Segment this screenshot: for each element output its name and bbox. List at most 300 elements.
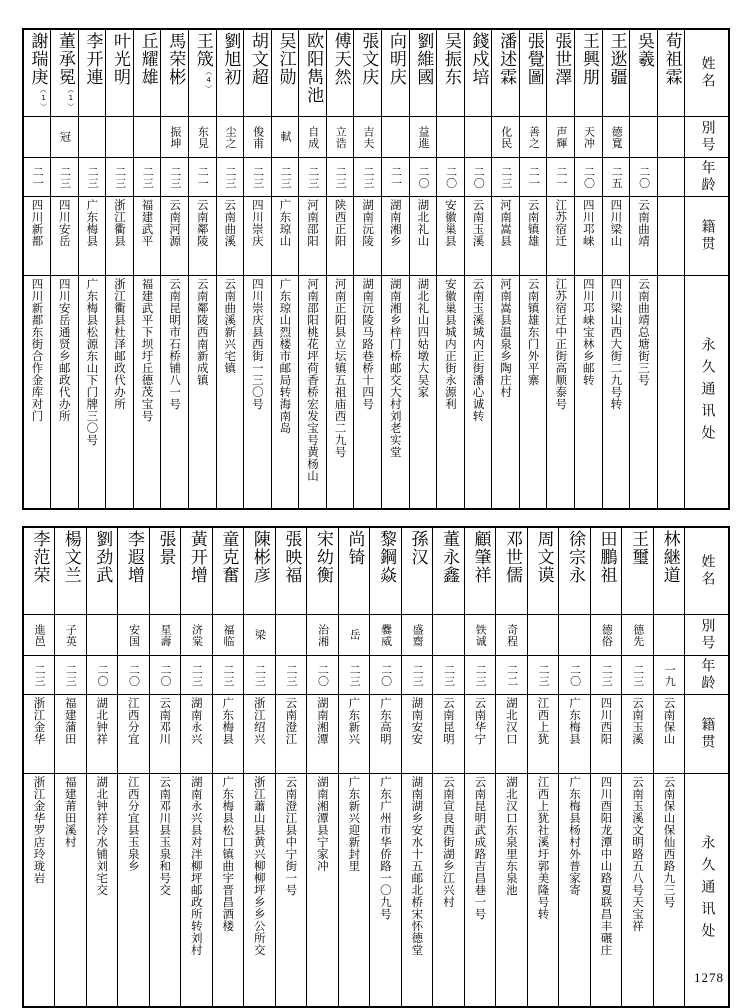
name-text: 胡文超 [247,32,268,86]
cell-origin-bottom-16 [527,695,559,774]
cell-name-top-9 [271,29,299,117]
name-text: 錢戍培 [468,32,489,86]
name-text: 劉維國 [413,32,434,86]
address-text: 福建莆田溪村 [63,776,78,848]
alias-text: 自成 [306,125,320,149]
header-label-alias: 別号 [699,618,716,652]
name-text: 劉旭初 [220,32,241,86]
cell-address-top-20 [575,276,603,510]
cell-age-bottom-5 [181,656,213,695]
origin-text: 江西分宜 [126,697,141,745]
cell-age-top-23 [657,158,685,197]
cell-age-top-7 [216,158,244,197]
cell-origin-bottom-12 [401,695,433,774]
cell-name-bottom-13 [433,527,465,615]
address-text: 云南玉溪文明路五八号天宝祥 [630,776,645,932]
address-text: 四川酉阳龙潭中山路夏联昌丰碾庄 [599,776,614,956]
cell-address-top-10 [299,276,327,510]
origin-text: 河南嵩县 [499,199,514,247]
cell-alias-top-13 [382,117,410,158]
cell-age-top-13 [382,158,410,197]
header-label-address: 永久通讯处 [699,835,716,945]
cell-origin-top-1 [51,197,79,276]
cell-address-top-19 [547,276,575,510]
address-text: 湖北钟祥冷水铺刘宅交 [95,776,110,896]
age-text: 二一 [554,165,568,189]
cell-address-bottom-18 [590,774,622,1008]
age-text: 二〇 [582,165,596,189]
origin-text: 广东琼山 [278,199,293,247]
cell-address-top-2 [78,276,106,510]
cell-address-top-4 [133,276,161,510]
cell-name-bottom-7 [244,527,276,615]
name-text: 李范荣 [29,530,50,584]
cell-origin-top-10 [299,197,327,276]
cell-age-top-19 [547,158,575,197]
cell-age-bottom-6 [212,656,244,695]
cell-alias-bottom-3 [118,615,150,656]
cell-name-top-16 [464,29,492,117]
cell-age-bottom-18 [590,656,622,695]
cell-alias-top-2 [78,117,106,158]
origin-text: 四川新都 [30,199,45,247]
cell-address-top-23 [657,276,685,510]
age-text: 二三 [631,663,645,687]
alias-text: 铁诚 [474,623,488,647]
origin-text: 四川邛崃 [581,199,596,247]
header-name-top [685,29,729,117]
age-text: 二〇 [127,663,141,687]
cell-age-bottom-17 [559,656,591,695]
age-text: 二三 [113,165,127,189]
cell-age-bottom-2 [86,656,118,695]
cell-address-top-12 [354,276,382,510]
cell-address-bottom-2 [86,774,118,1008]
cell-name-top-20 [575,29,603,117]
age-text: 二〇 [316,663,330,687]
cell-name-bottom-19 [622,527,654,615]
age-text: 二三 [141,165,155,189]
cell-name-top-19 [547,29,575,117]
cell-origin-top-7 [216,197,244,276]
age-text: 二三 [600,663,614,687]
cell-address-bottom-6 [212,774,244,1008]
cell-origin-top-0 [23,197,51,276]
address-text: 湖南沅陵马路巷桥十四号 [361,278,376,410]
origin-text: 陕西正阳 [333,199,348,247]
cell-alias-bottom-15 [496,615,528,656]
address-text: 云南鄰陵西南新成镇 [195,278,210,386]
cell-origin-bottom-10 [338,695,370,774]
cell-age-top-20 [575,158,603,197]
cell-age-top-18 [519,158,547,197]
name-text: 吴振东 [440,32,461,86]
name-text: 陳彬彦 [249,530,270,584]
cell-name-top-12 [354,29,382,117]
age-text: 二三 [190,663,204,687]
cell-address-bottom-14 [464,774,496,1008]
address-text: 四川新都东街合作金库对门 [30,278,45,422]
row-names-bottom [23,527,729,615]
cell-age-top-2 [78,158,106,197]
alias-text: 济棠 [190,623,204,647]
name-text: 劉劲武 [92,530,113,584]
cell-age-top-15 [437,158,465,197]
header-address-top [685,276,729,510]
header-age-top [685,158,729,197]
origin-text: 湖南湘潭 [315,697,330,745]
name-text: 丘耀雄 [137,32,158,86]
name-text: 林継道 [659,530,680,584]
cell-alias-bottom-0 [23,615,55,656]
cell-name-top-15 [437,29,465,117]
cell-name-bottom-8 [275,527,307,615]
name-text: 田鵬祖 [596,530,617,584]
cell-name-bottom-4 [149,527,181,615]
cell-name-bottom-6 [212,527,244,615]
name-text: 吳羲 [634,32,655,68]
cell-alias-bottom-14 [464,615,496,656]
cell-address-bottom-17 [559,774,591,1008]
cell-alias-bottom-4 [149,615,181,656]
cell-origin-top-12 [354,197,382,276]
name-text: 邓世儒 [502,530,522,584]
cell-address-bottom-12 [401,774,433,1008]
cell-name-top-22 [630,29,658,117]
cell-origin-bottom-6 [212,695,244,774]
cell-address-bottom-19 [622,774,654,1008]
origin-text: 云南澄江 [284,697,299,745]
cell-alias-bottom-17 [559,615,591,656]
age-text: 二三 [251,165,265,189]
cell-name-bottom-12 [401,527,433,615]
row-address-top [23,276,729,510]
cell-name-bottom-10 [338,527,370,615]
header-origin-top [685,197,729,276]
cell-age-top-6 [188,158,216,197]
origin-text: 浙江衢县 [112,199,127,247]
cell-name-bottom-16 [527,527,559,615]
age-text: 二〇 [379,663,393,687]
address-text: 浙江蕭山县黄兴柳柳坪乡乡公所交 [252,776,267,956]
origin-text: 云南华宁 [473,697,488,745]
address-text: 湖南湖乡安水十五邮北桥宋怀德堂 [410,776,425,956]
cell-alias-top-12 [354,117,382,158]
cell-age-bottom-1 [55,656,87,695]
cell-origin-top-3 [106,197,134,276]
name-text: 顧肇祥 [470,530,491,584]
cell-age-bottom-9 [307,656,339,695]
cell-origin-top-22 [630,197,658,276]
cell-address-bottom-7 [244,774,276,1008]
cell-origin-bottom-11 [370,695,402,774]
cell-address-top-8 [244,276,272,510]
name-text: 馬荣彬 [165,32,186,86]
cell-address-bottom-11 [370,774,402,1008]
cell-alias-top-17 [492,117,520,158]
row-origin-bottom [23,695,729,774]
origin-text: 广东梅县 [567,697,582,745]
cell-alias-bottom-10 [338,615,370,656]
cell-alias-bottom-11 [370,615,402,656]
cell-name-bottom-11 [370,527,402,615]
cell-name-top-17 [492,29,520,117]
name-text: 欧阳雋池 [303,32,324,104]
cell-address-bottom-1 [55,774,87,1008]
age-text: 二三 [222,663,235,687]
origin-text: 湖北钟祥 [95,697,110,745]
cell-origin-top-14 [409,197,437,276]
cell-age-top-0 [23,158,51,197]
cell-address-bottom-4 [149,774,181,1008]
origin-text: 云南镇雄 [526,199,541,247]
address-text: 江西分宜县玉泉乡 [126,776,141,872]
cell-alias-bottom-8 [275,615,307,656]
cell-name-bottom-17 [559,527,591,615]
age-text: 二三 [86,165,100,189]
cell-address-top-13 [382,276,410,510]
roster-table-bottom [22,526,730,1008]
cell-origin-top-9 [271,197,299,276]
cell-age-top-4 [133,158,161,197]
alias-text: 冠 [58,131,72,143]
name-text: 謝瑞庚$^{(1)}$ [27,32,48,111]
cell-origin-bottom-1 [55,695,87,774]
cell-name-bottom-20 [653,527,685,615]
name-text: 向明庆 [385,32,406,86]
roster-table-top-body [23,29,729,509]
cell-origin-top-17 [492,197,520,276]
header-label-origin: 籍贯 [699,717,716,751]
alias-text: 德寬 [610,125,624,149]
cell-alias-bottom-7 [244,615,276,656]
origin-text: 福建蒲田 [63,697,78,745]
cell-name-bottom-14 [464,527,496,615]
address-text: 云南镇雄东门外平寨 [526,278,541,386]
alias-text: 善之 [527,125,541,149]
alias-text: 东見 [196,125,210,149]
age-text: 二一 [31,165,45,189]
name-text: 王璽 [628,530,649,566]
cell-age-bottom-15 [496,656,528,695]
cell-origin-top-11 [326,197,354,276]
address-text: 四川崇庆县西街一三〇号 [250,278,265,410]
name-superscript: （4） [204,68,213,93]
row-age-bottom [23,656,729,695]
header-alias-top [685,117,729,158]
address-text: 云南宣良西街湖乡江兴村 [441,776,456,908]
cell-address-top-5 [161,276,189,510]
cell-address-top-18 [519,276,547,510]
name-text: 吴江勋 [275,32,296,86]
cell-alias-top-22 [630,117,658,158]
address-text: 安徽巢县城内正街永源利 [443,278,458,410]
age-text: 二一 [389,165,403,189]
cell-name-top-1 [51,29,79,117]
address-text: 云南曲靖总塘街三号 [636,278,651,386]
header-label-alias: 別号 [699,120,716,154]
address-text: 云南邓川县玉泉和号交 [158,776,173,896]
cell-name-top-0 [23,29,51,117]
cell-name-top-14 [409,29,437,117]
origin-text: 云南鄰陵 [195,199,210,247]
cell-age-top-16 [464,158,492,197]
origin-text: 云南曲溪 [223,199,238,247]
age-text: 二三 [537,663,551,687]
cell-alias-top-9 [271,117,299,158]
alias-text: 梁 [253,629,267,641]
name-text: 楊文兰 [60,530,81,584]
alias-text: 立诰 [334,125,348,149]
name-text: 王興朋 [578,32,599,86]
name-text: 張世澤 [551,32,572,86]
name-text: 董永鑫 [438,530,459,584]
cell-alias-bottom-5 [181,615,213,656]
header-name-bottom [685,527,729,615]
cell-alias-top-11 [326,117,354,158]
address-text: 广东梅县松源东山下门牌三〇号 [85,278,100,446]
age-text: 二三 [474,663,488,687]
origin-text: 湖南永兴 [189,697,204,745]
address-text: 云南昆明市石桥铺八一号 [168,278,183,410]
cell-origin-top-6 [188,197,216,276]
name-text: 張景 [155,530,176,566]
cell-name-top-3 [106,29,134,117]
origin-text: 四川西阳 [599,697,614,745]
cell-alias-top-10 [299,117,327,158]
cell-alias-bottom-1 [55,615,87,656]
address-text: 江西上犹社溪圩郭美隆号转 [536,776,551,920]
address-text: 湖南湘潭县宁家冲 [315,776,330,872]
alias-text: 治湘 [316,623,330,647]
cell-address-bottom-10 [338,774,370,1008]
age-text: 二三 [306,165,320,189]
cell-alias-bottom-16 [527,615,559,656]
origin-text: 湖南安安 [410,697,425,745]
cell-name-top-6 [188,29,216,117]
origin-text: 河南邵阳 [306,199,320,247]
cell-origin-top-19 [547,197,575,276]
age-text: 二〇 [417,165,431,189]
alias-text: 俊甫 [251,125,265,149]
cell-origin-bottom-9 [307,695,339,774]
name-text: 黃开增 [186,530,207,584]
alias-text: 德俗 [600,623,614,647]
cell-age-bottom-11 [370,656,402,695]
cell-age-top-17 [492,158,520,197]
cell-alias-top-15 [437,117,465,158]
cell-age-bottom-20 [653,656,685,695]
origin-text: 湖南沅陵 [361,199,376,247]
alias-text: 進邑 [33,623,47,647]
alias-text: 奇程 [505,623,519,647]
origin-text: 湖南湘乡 [388,199,403,247]
address-text: 云南曲溪新兴宅镇 [223,278,238,374]
cell-age-bottom-8 [275,656,307,695]
name-text: 王逖疆 [606,32,627,86]
cell-age-top-21 [602,158,630,197]
alias-text: 安国 [127,623,141,647]
cell-address-top-21 [602,276,630,510]
age-text: 二三 [223,165,237,189]
age-text: 二三 [64,663,78,687]
cell-age-bottom-10 [338,656,370,695]
cell-name-top-2 [78,29,106,117]
alias-text: 吉夫 [361,125,375,149]
address-text: 云南保山保仙西路九三号 [662,776,677,908]
alias-text: 振坤 [168,125,182,149]
cell-alias-top-1 [51,117,79,158]
address-text: 广东广州市华侨路一〇九号 [378,776,393,920]
cell-name-bottom-18 [590,527,622,615]
cell-address-bottom-16 [527,774,559,1008]
origin-text: 云南玉溪 [471,199,486,247]
alias-text: 福临 [222,623,235,647]
header-label-address: 永久通讯处 [699,337,716,447]
cell-age-top-11 [326,158,354,197]
age-text: 二三 [499,165,513,189]
roster-table-bottom-body [23,527,729,1007]
row-alias-bottom [23,615,729,656]
age-text: 二〇 [95,663,109,687]
origin-text: 广东新兴 [347,697,362,745]
cell-age-top-5 [161,158,189,197]
cell-origin-bottom-14 [464,695,496,774]
origin-text: 江西上犹 [536,697,551,745]
cell-origin-bottom-8 [275,695,307,774]
cell-alias-top-20 [575,117,603,158]
address-text: 四川邛崃宝林乡邮转 [581,278,596,386]
age-text: 二〇 [444,165,458,189]
cell-origin-top-23 [657,197,685,276]
cell-age-top-22 [630,158,658,197]
age-text: 二三 [361,165,375,189]
address-text: 四川梁山西大街二九号转 [609,278,624,410]
cell-name-top-10 [299,29,327,117]
row-age-top [23,158,729,197]
address-text: 湖北汉口东泉里东泉池 [504,776,519,896]
cell-alias-bottom-12 [401,615,433,656]
cell-origin-top-2 [78,197,106,276]
name-text: 叶光明 [110,32,131,86]
age-text: 二三 [279,165,293,189]
origin-text: 广东梅县 [85,199,100,247]
cell-age-bottom-7 [244,656,276,695]
cell-origin-top-8 [244,197,272,276]
cell-origin-bottom-19 [622,695,654,774]
header-age-bottom [685,656,729,695]
cell-alias-bottom-19 [622,615,654,656]
cell-name-top-13 [382,29,410,117]
cell-name-bottom-0 [23,527,55,615]
address-text: 四川安岳通贤乡邮政代办所 [57,278,72,422]
cell-alias-top-19 [547,117,575,158]
cell-age-bottom-14 [464,656,496,695]
address-text: 广东新兴迎新封里 [347,776,362,872]
cell-name-bottom-9 [307,527,339,615]
cell-origin-bottom-17 [559,695,591,774]
cell-age-bottom-13 [433,656,465,695]
row-names-top [23,29,729,117]
origin-text: 云南玉溪 [630,697,645,745]
address-text: 湖南永兴县对泮柳坪邮政所转刘村 [189,776,204,956]
name-text: 孫汉 [407,530,428,566]
header-label-name: 姓名 [699,554,716,588]
cell-origin-top-15 [437,197,465,276]
cell-address-bottom-3 [118,774,150,1008]
alias-text: 声輝 [554,125,568,149]
cell-address-top-6 [188,276,216,510]
